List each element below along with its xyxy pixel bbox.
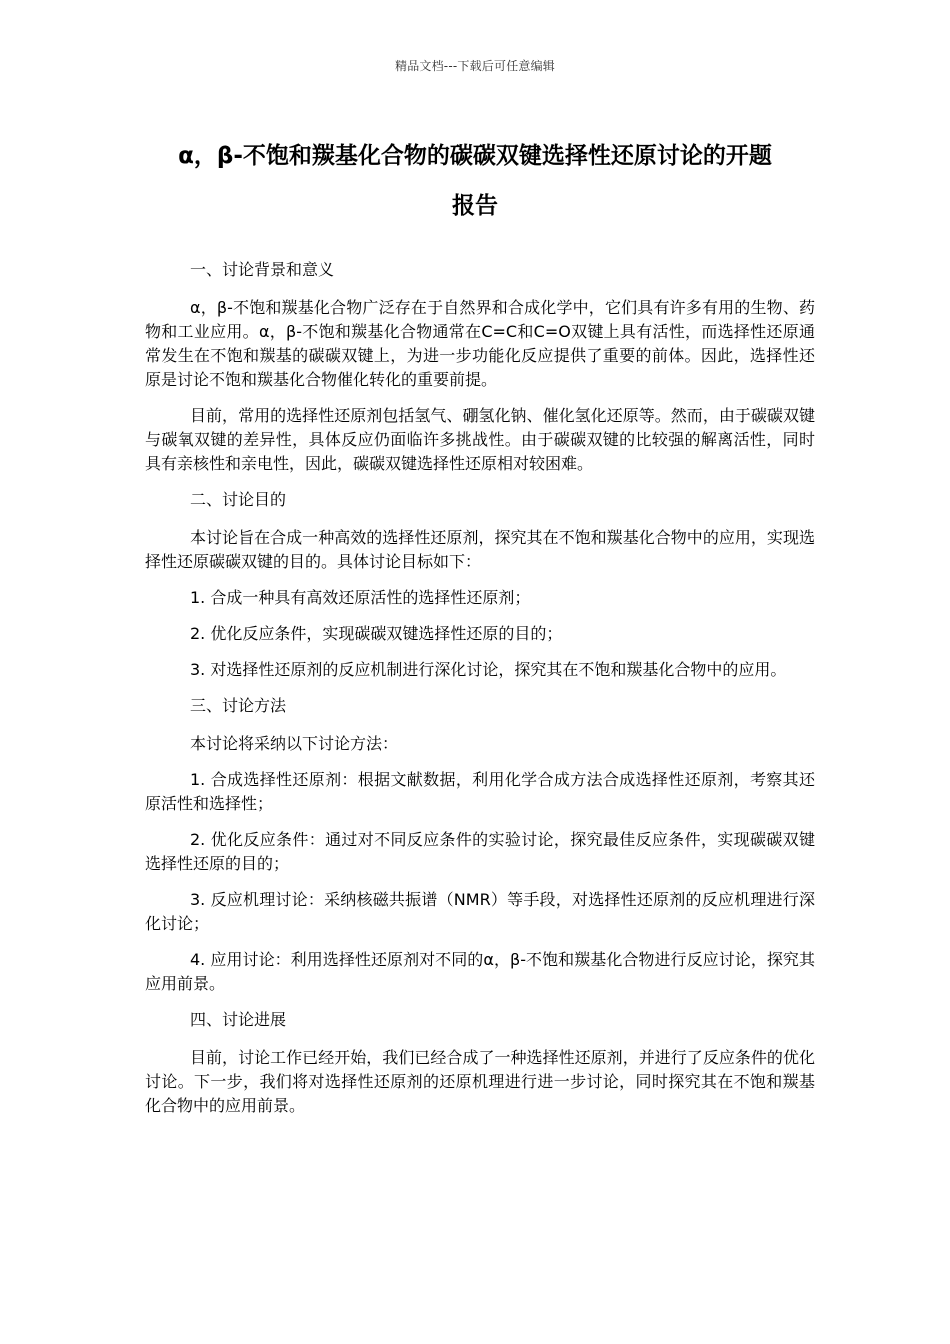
list-item-purpose-1: 1. 合成一种具有高效还原活性的选择性还原剂； xyxy=(190,588,531,607)
paragraph-background-1: α，β-不饱和羰基化合物广泛存在于自然界和合成化学中，它们具有许多有用的生物、药物和工业应用。α，β-不饱和羰基化合物通常在C=C和C=O双键上具有活性，而选择性还原通常发生在不饱和羰基的碳碳双键上，为进一步功能化反应提供了重要的前体。因此，选择性还原是讨论不饱和羰基化合物催化转化的重要前提。 xyxy=(145,298,815,389)
paragraph-progress: 目前，讨论工作已经开始，我们已经合成了一种选择性还原剂，并进行了反应条件的优化讨论。下一步，我们将对选择性还原剂的还原机理进行进一步讨论，同时探究其在不饱和羰基化合物中的应用前景。 xyxy=(145,1048,815,1115)
title-line-1: α，β-不饱和羰基化合物的碳碳双键选择性还原讨论的开题 xyxy=(178,143,772,169)
list-item-method-4: 4. 应用讨论：利用选择性还原剂对不同的α，β-不饱和羰基化合物进行反应讨论，探究其应用前景。 xyxy=(145,950,815,993)
paragraph-purpose-intro: 本讨论旨在合成一种高效的选择性还原剂，探究其在不饱和羰基化合物中的应用，实现选择性还原碳碳双键的目的。具体讨论目标如下： xyxy=(145,528,815,571)
paragraph-background-2: 目前，常用的选择性还原剂包括氢气、硼氢化钠、催化氢化还原等。然而，由于碳碳双键与碳氧双键的差异性，具体反应仍面临许多挑战性。由于碳碳双键的比较强的解离活性，同时具有亲核性和亲电性，因此，碳碳双键选择性还原相对较困难。 xyxy=(145,406,815,473)
section-heading-background: 一、讨论背景和意义 xyxy=(190,260,335,279)
list-item-method-3: 3. 反应机理讨论：采纳核磁共振谱（NMR）等手段，对选择性还原剂的反应机理进行深化讨论； xyxy=(145,890,815,933)
list-item-purpose-2: 2. 优化反应条件，实现碳碳双键选择性还原的目的； xyxy=(190,624,563,643)
list-item-method-1: 1. 合成选择性还原剂：根据文献数据，利用化学合成方法合成选择性还原剂，考察其还原活性和选择性； xyxy=(145,770,815,813)
paragraph-methods-intro: 本讨论将采纳以下讨论方法： xyxy=(190,734,399,753)
document-title xyxy=(0,131,950,231)
document-body xyxy=(145,258,815,1130)
list-item-purpose-3: 3. 对选择性还原剂的反应机制进行深化讨论，探究其在不饱和羰基化合物中的应用。 xyxy=(190,660,787,679)
section-heading-progress: 四、讨论进展 xyxy=(190,1010,287,1029)
list-item-method-2: 2. 优化反应条件：通过对不同反应条件的实验讨论，探究最佳反应条件，实现碳碳双键选择性还原的目的； xyxy=(145,830,815,873)
section-heading-methods: 三、讨论方法 xyxy=(190,696,287,715)
section-heading-purpose: 二、讨论目的 xyxy=(190,490,287,509)
title-line-2: 报告 xyxy=(452,193,498,219)
header-note: 精品文档---下载后可任意编辑 xyxy=(395,59,555,73)
